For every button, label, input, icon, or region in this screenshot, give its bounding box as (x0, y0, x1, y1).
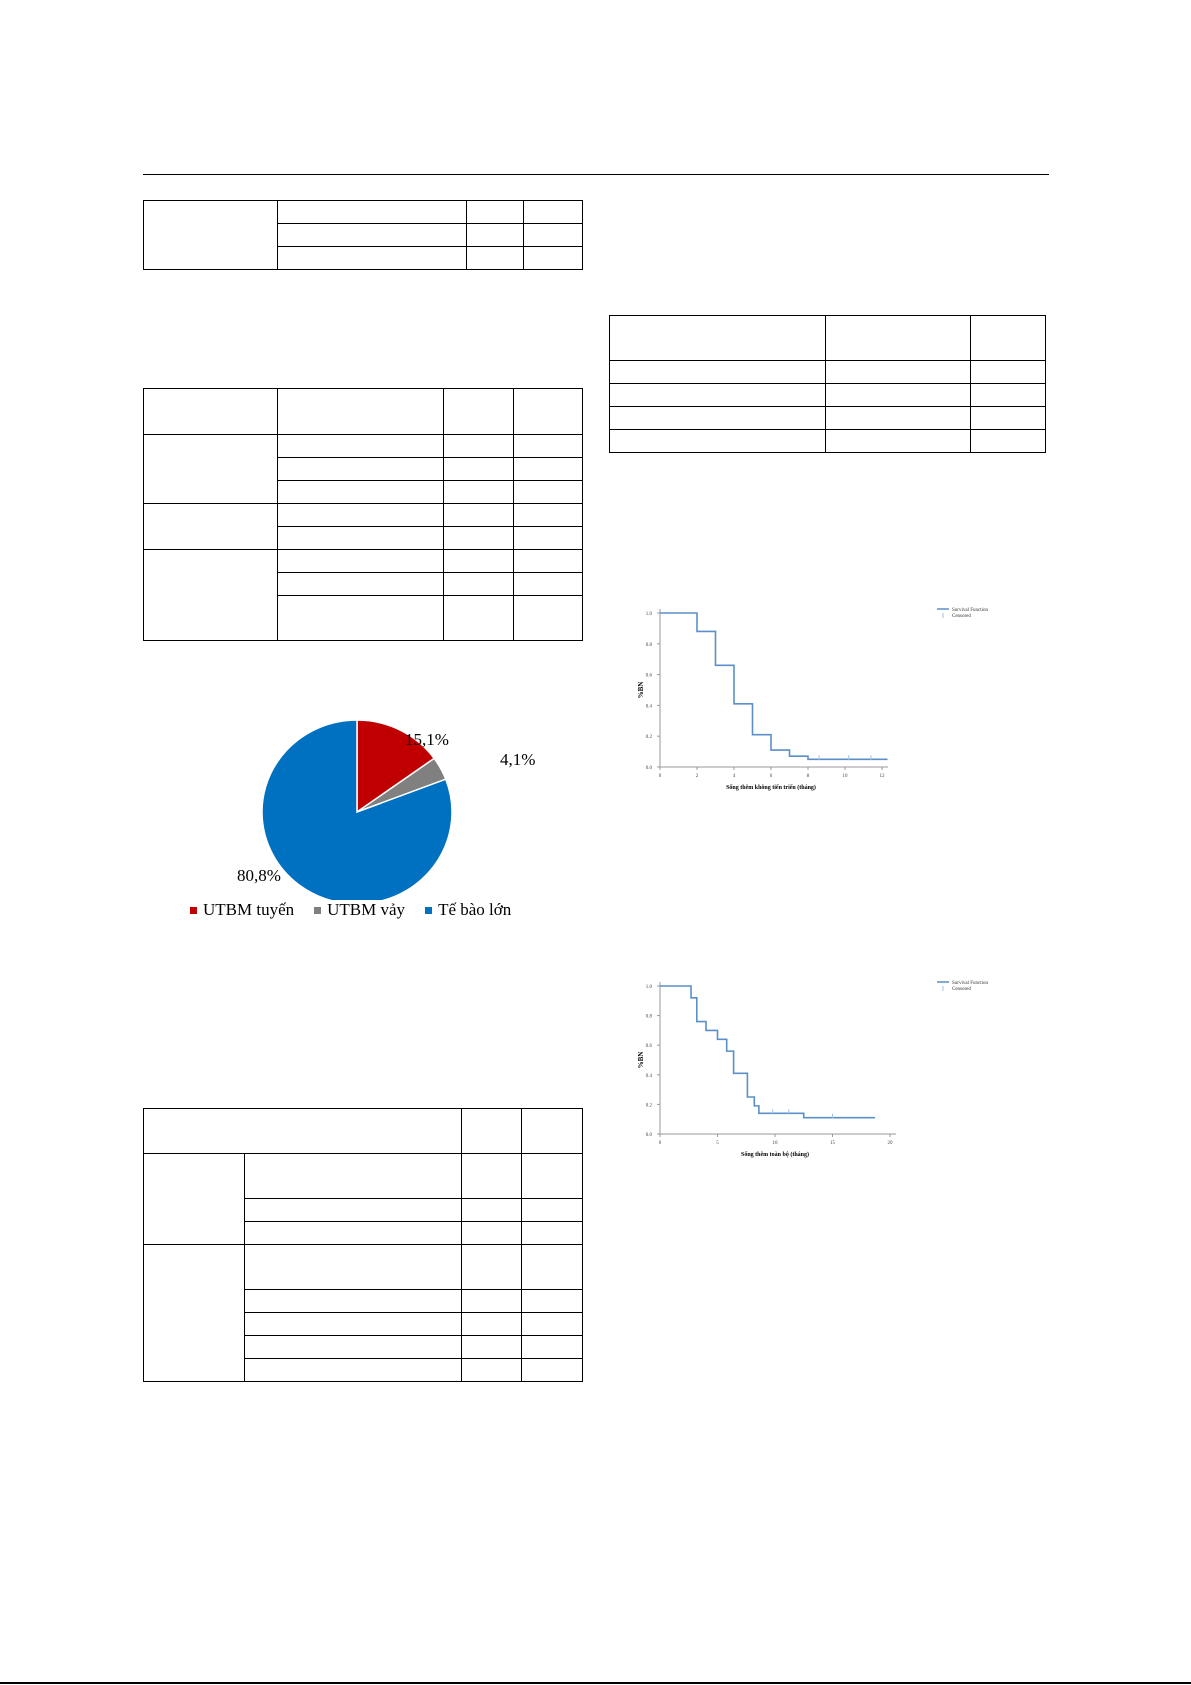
legend-label-large-cell: Tế bào lớn (438, 900, 512, 919)
y-axis-label: %BN (637, 1051, 645, 1069)
y-tick-label: 0.2 (645, 735, 652, 741)
x-tick-label: 0 (658, 1141, 662, 1146)
km-chart-os (612, 972, 1022, 1172)
x-tick-label: 10 (772, 1141, 778, 1146)
legend-swatch-squamous (314, 907, 321, 914)
x-tick-label: 4 (732, 774, 736, 779)
x-tick-label: 6 (769, 774, 773, 779)
x-tick-label: 10 (842, 774, 848, 779)
pie-label-0: 15,1% (405, 730, 449, 749)
y-axis-label: %BN (637, 681, 645, 699)
y-tick-label: 1.0 (645, 985, 652, 990)
pie-label-2: 80,8% (237, 866, 281, 885)
table-mid-left (143, 388, 583, 641)
legend-item-large-cell (425, 900, 511, 920)
legend-label-censored: Censored (952, 987, 971, 992)
y-tick-label: 0.4 (645, 1073, 652, 1079)
table-top-left (143, 200, 583, 270)
y-tick-label: 1.0 (645, 612, 652, 617)
legend-label-survival: Survival Function (952, 608, 988, 613)
x-tick-label: 0 (658, 774, 662, 779)
table-bottom-left (143, 1108, 583, 1382)
x-tick-label: 15 (830, 1141, 835, 1146)
y-tick-label: 0.8 (645, 642, 652, 648)
pie-label-1: 4,1% (500, 750, 536, 769)
x-axis-label: Sống thêm toàn bộ (tháng) (740, 1152, 810, 1158)
x-tick-label: 20 (887, 1141, 893, 1146)
header-rule (143, 174, 1049, 175)
y-tick-label: 0.8 (645, 1014, 652, 1020)
footer-rule (0, 1682, 1191, 1684)
y-tick-label: 0.6 (645, 1044, 652, 1050)
table-top-right (609, 315, 1046, 453)
y-tick-label: 0.6 (645, 673, 652, 679)
y-tick-label: 0.0 (645, 766, 652, 771)
legend-item-adeno (190, 900, 294, 920)
legend-label-survival: Survival Function (952, 981, 988, 986)
pie-chart (150, 715, 580, 900)
legend-swatch-adeno (190, 907, 197, 914)
y-tick-label: 0.2 (645, 1103, 652, 1109)
x-tick-label: 8 (806, 774, 810, 779)
y-tick-label: 0.0 (645, 1133, 652, 1138)
x-tick-label: 2 (695, 774, 699, 779)
pie-legend (190, 898, 550, 922)
survival-curve (660, 613, 888, 759)
km-chart-pfs (612, 597, 1022, 807)
legend-label-adeno: UTBM tuyến (203, 900, 295, 919)
survival-curve (660, 986, 875, 1118)
legend-label-squamous: UTBM vảy (327, 900, 406, 919)
legend-swatch-large-cell (425, 907, 432, 914)
x-tick-label: 5 (716, 1141, 719, 1146)
y-tick-label: 0.4 (645, 704, 652, 710)
x-tick-label: 12 (879, 774, 885, 779)
legend-item-squamous (314, 900, 405, 920)
x-axis-label: Sống thêm không tiến triển (tháng) (726, 785, 816, 791)
legend-label-censored: Censored (952, 614, 971, 619)
